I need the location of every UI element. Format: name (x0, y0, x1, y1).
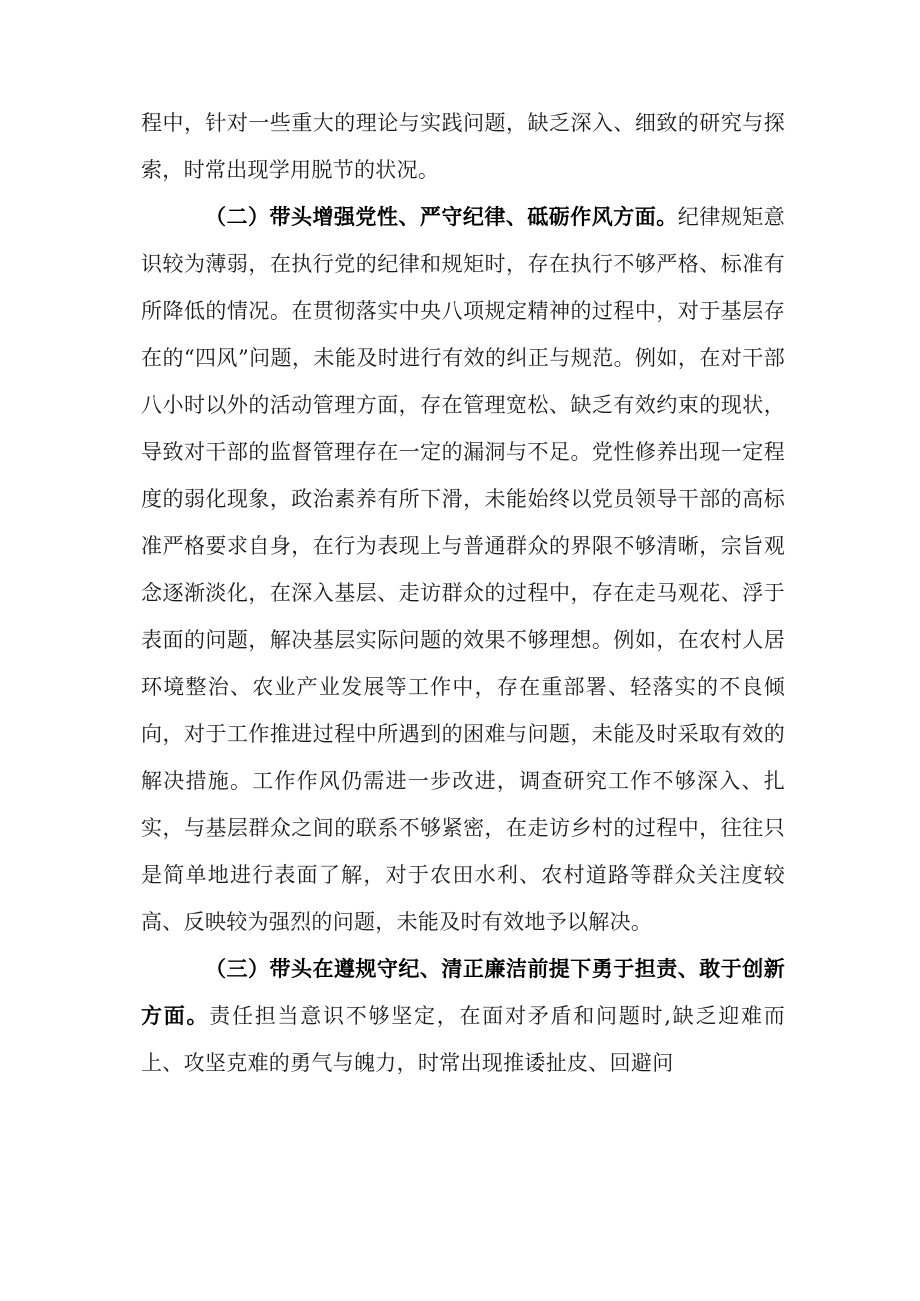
paragraph-1 (141, 100, 785, 194)
section-heading-2: （二）带头增强党性、严守纪律、砥砺作风方面。 (205, 205, 678, 229)
section-heading-3: （三）带头在遵规守纪、清正廉洁前提下勇于担责、敢于创新方面。 (141, 957, 785, 1028)
document-body (141, 100, 785, 1087)
paragraph-1-text: 程中，针对一些重大的理论与实践问题，缺乏深入、细致的研究与探索，时常出现学用脱节的状况。 (141, 111, 785, 182)
paragraph-2-text: 纪律规矩意识较为薄弱，在执行党的纪律和规矩时，存在执行不够严格、标准有所降低的情况。在贯彻落实中央八项规定精神的过程中，对于基层存在的“四风”问题，未能及时进行有效的纠正与规范。例如，在对干部八小时以外的活动管理方面，存在管理宽松、缺乏有效约束的现状，导致对干部的监督管理存在一定的漏洞与不足。党性修养出现一定程度的弱化现象，政治素养有所下滑，未能始终以党员领导干部的高标准严格要求自身，在行为表现上与普通群众的界限不够清晰，宗旨观念逐渐淡化，在深入基层、走访群众的过程中，存在走马观花、浮于表面的问题，解决基层实际问题的效果不够理想。例如，在农村人居环境整治、农业产业发展等工作中，存在重部署、轻落实的不良倾向，对于工作推进过程中所遇到的困难与问题，未能及时采取有效的解决措施。工作作风仍需进一步改进，调查研究工作不够深入、扎实，与基层群众之间的联系不够紧密，在走访乡村的过程中，往往只是简单地进行表面了解，对于农田水利、农村道路等群众关注度较高、反映较为强烈的问题，未能及时有效地予以解决。 (141, 205, 786, 934)
paragraph-3 (141, 946, 785, 1087)
paragraph-3-text: 责任担当意识不够坚定，在面对矛盾和问题时,缺乏迎难而上、攻坚克难的勇气与魄力，时常出现推诿扯皮、回避问 (141, 1004, 785, 1075)
paragraph-2 (141, 194, 785, 946)
